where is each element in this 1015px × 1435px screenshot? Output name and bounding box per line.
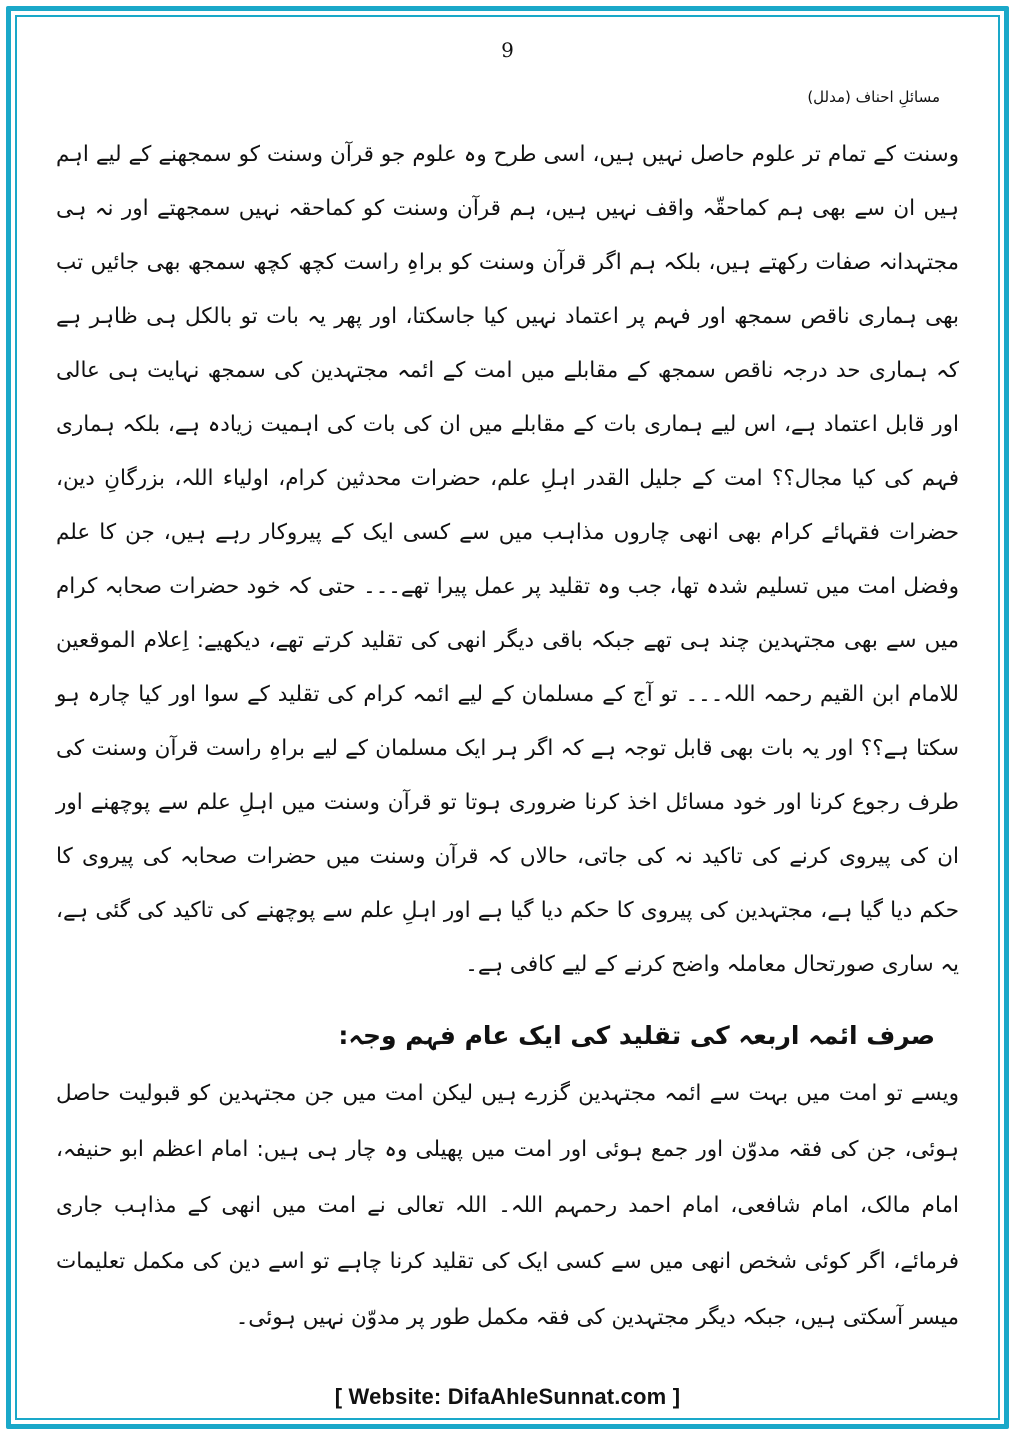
body-paragraph-1: وسنت کے تمام تر علوم حاصل نہیں ہیں، اسی طرح وہ علوم جو قرآن وسنت کو سمجھنے کے لیے اہم ہیں ان سے بھی ہم کماحقّہ واقف نہیں ہیں، ہم قرآن وسنت کو کماحقہ نہیں سمجھتے اور نہ ہی مجتہدانہ صفات رکھتے ہیں، بلکہ ہم اگر قرآن وسنت کو براہِ راست کچھ کچھ سمجھ بھی جائیں تب بھی ہماری ناقص سمجھ اور فہم پر اعتماد نہیں کیا جاسکتا، اور پھر یہ بات تو بالکل ہی ظاہر ہے کہ ہماری حد درجہ ناقص سمجھ کے مقابلے میں امت کے ائمہ مجتہدین کی سمجھ نہایت ہی عالی اور قابل اعتماد ہے، اس لیے ہماری بات کے مقابلے میں ان کی بات کی اہمیت زیادہ ہے، بلکہ ہماری فہم کی کیا مجال؟؟ امت کے جلیل القدر اہلِ علم، حضرات محدثین کرام، اولیاء اللہ، بزرگانِ دین، حضرات فقہائے کرام بھی انھی چاروں مذاہب میں سے کسی ایک کے پیروکار رہے ہیں، جن کا علم وفضل امت میں تسلیم شدہ تھا، جب وہ تقلید پر عمل پیرا تھے۔۔۔ حتی کہ خود حضرات صحابہ کرام میں سے بھی مجتہدین چند ہی تھے جبکہ باقی دیگر انھی کی تقلید کرتے تھے، دیکھیے: اِعلام الموقعین للامام ابن القیم رحمہ اللہ۔۔۔ تو آج کے مسلمان کے لیے ائمہ کرام کی تقلید کے سوا اور کیا چارہ ہو سکتا ہے؟؟ اور یہ بات بھی قابل توجہ ہے کہ اگر ہر ایک مسلمان کے لیے براہِ راست قرآن وسنت کی طرف رجوع کرنا اور خود مسائل اخذ کرنا ضروری ہوتا تو قرآن وسنت میں اہلِ علم سے پوچھنے اور ان کی پیروی کرنے کی تاکید نہ کی جاتی، حالاں کہ قرآن وسنت میں حضرات صحابہ کی پیروی کا حکم دیا گیا ہے، مجتہدین کی پیروی کا حکم دیا گیا ہے اور اہلِ علم سے پوچھنے کی تاکید کی گئی ہے، یہ ساری صورتحال معاملہ واضح کرنے کے لیے کافی ہے۔ xyxy=(56,142,959,977)
website-footer: [ Website: DifaAhleSunnat.com ] xyxy=(334,1384,681,1409)
body-paragraph-2: ویسے تو امت میں بہت سے ائمہ مجتہدین گزرے ہیں لیکن امت میں جن مجتہدین کو قبولیت حاصل ہوئی، جن کی فقہ مدوّن اور جمع ہوئی اور امت میں پھیلی وہ چار ہی ہیں: امام اعظم ابو حنیفہ، امام مالک، امام شافعی، امام احمد رحمہم اللہ۔ اللہ تعالی نے امت میں انھی کے مذاہب جاری فرمائے، اگر کوئی شخص انھی میں سے کسی ایک کی تقلید کرنا چاہے تو اسے دین کی مکمل تعلیمات میسر آسکتی ہیں، جبکہ دیگر مجتہدین کی فقہ مکمل طور پر مدوّن نہیں ہوئی۔ xyxy=(56,1081,959,1330)
running-header: مسائلِ احناف (مدلل) xyxy=(807,88,940,106)
page-number: 9 xyxy=(501,38,514,62)
page-content xyxy=(56,128,959,1346)
section-heading: صرف ائمہ اربعہ کی تقلید کی ایک عام فہم وجہ: xyxy=(338,1021,935,1050)
